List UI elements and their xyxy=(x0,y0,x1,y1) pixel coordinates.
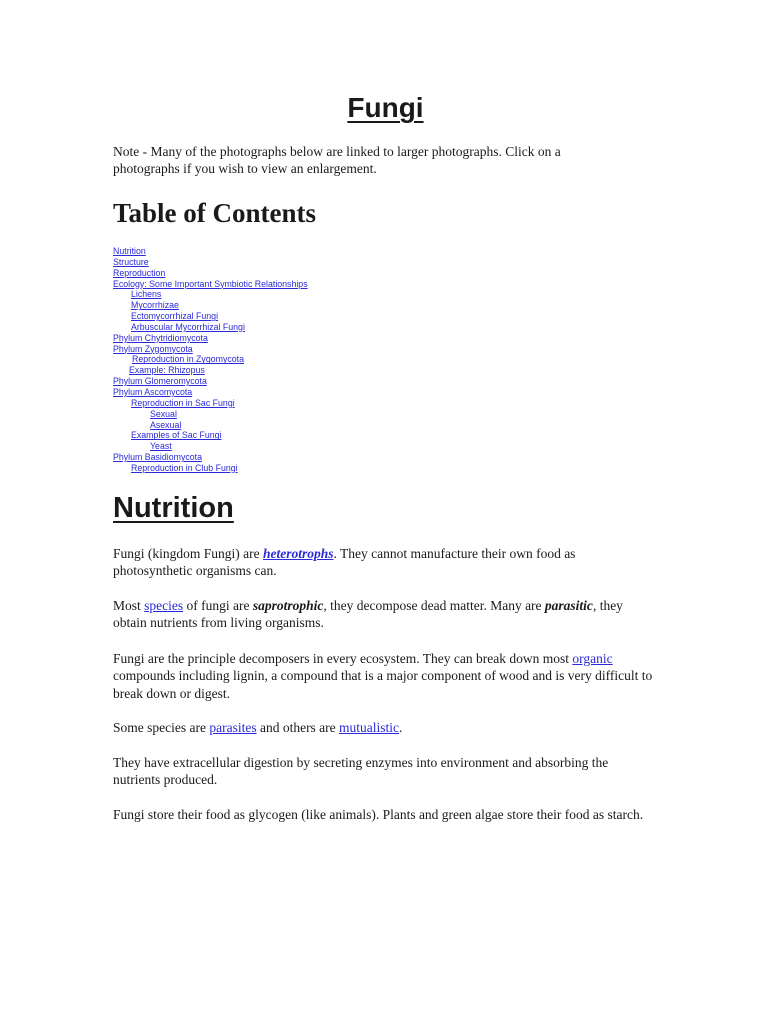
mutualistic-link[interactable]: mutualistic xyxy=(339,720,400,735)
toc-link-rhizopus[interactable]: Example: Rhizopus xyxy=(129,365,205,376)
species-link[interactable]: species xyxy=(144,598,184,613)
toc-link-asexual[interactable]: Asexual xyxy=(150,419,182,430)
page-title: Fungi xyxy=(347,92,424,123)
toc-item xyxy=(113,344,308,355)
organic-link[interactable]: organic xyxy=(572,651,613,666)
toc-link-yeast[interactable]: Yeast xyxy=(150,441,172,452)
toc-link-nutrition[interactable]: Nutrition xyxy=(113,246,146,256)
toc-item xyxy=(113,268,308,279)
toc-link-reproduction[interactable]: Reproduction xyxy=(113,267,166,278)
toc-link-basidiomycota[interactable]: Phylum Basidiomycota xyxy=(113,452,202,463)
toc-link-reproduction-sac[interactable]: Reproduction in Sac Fungi xyxy=(131,397,235,408)
toc-item xyxy=(113,311,308,322)
toc-item xyxy=(113,398,308,409)
toc-link-ecology[interactable]: Ecology: Some Important Symbiotic Relationships xyxy=(113,278,308,289)
toc-item xyxy=(113,409,308,420)
toc-item xyxy=(113,441,308,452)
toc-link-ascomycota[interactable]: Phylum Ascomycota xyxy=(113,386,193,397)
toc-item xyxy=(113,452,308,463)
toc-item xyxy=(113,365,308,376)
nutrition-paragraph-4: Some species are parasites and others are mutualistic. xyxy=(113,720,403,735)
toc-link-lichens[interactable]: Lichens xyxy=(131,289,162,300)
heterotrophs-link[interactable]: heterotrophs xyxy=(263,546,334,561)
toc-item xyxy=(113,322,308,333)
toc-link-arbuscular[interactable]: Arbuscular Mycorrhizal Fungi xyxy=(131,321,245,332)
toc-item xyxy=(113,300,308,311)
toc-item xyxy=(113,354,308,365)
parasitic-term: parasitic xyxy=(544,598,593,613)
toc-item xyxy=(113,289,308,300)
toc-item xyxy=(113,420,308,431)
toc-item xyxy=(113,430,308,441)
parasites-link[interactable]: parasites xyxy=(209,720,257,735)
note-text: Note - Many of the photographs below are linked to larger photographs. Click on a photographs if you wish to view an enlargement. xyxy=(113,144,561,176)
toc-item xyxy=(113,279,308,290)
nutrition-paragraph-1: Fungi (kingdom Fungi) are heterotrophs. They cannot manufacture their own food as photosynthetic organisms can. xyxy=(113,546,576,579)
toc-link-structure[interactable]: Structure xyxy=(113,256,149,267)
toc-item xyxy=(113,463,308,474)
saprotrophic-term: saprotrophic xyxy=(252,598,324,613)
toc-item xyxy=(113,333,308,344)
toc-item xyxy=(113,257,308,268)
nutrition-paragraph-6: Fungi store their food as glycogen (like animals). Plants and green algae store their food as starch. xyxy=(113,807,644,822)
toc-link-examples-sac[interactable]: Examples of Sac Fungi xyxy=(131,430,222,441)
toc-item xyxy=(113,376,308,387)
toc-link-reproduction-club[interactable]: Reproduction in Club Fungi xyxy=(131,462,238,473)
toc-link-mycorrhizae[interactable]: Mycorrhizae xyxy=(131,300,179,311)
toc-link-reproduction-zygomycota[interactable]: Reproduction in Zygomycota xyxy=(132,354,244,365)
toc-item xyxy=(113,387,308,398)
toc-link-sexual[interactable]: Sexual xyxy=(150,408,177,419)
toc-item xyxy=(113,246,308,257)
nutrition-paragraph-5: They have extracellular digestion by secreting enzymes into environment and absorbing the nutrients produced. xyxy=(113,755,609,788)
toc-link-chytridiomycota[interactable]: Phylum Chytridiomycota xyxy=(113,332,208,343)
toc-heading: Table of Contents xyxy=(113,198,317,228)
toc-link-ectomycorrhizal[interactable]: Ectomycorrhizal Fungi xyxy=(131,311,219,322)
nutrition-paragraph-2: Most species of fungi are saprotrophic, they decompose dead matter. Many are parasitic, they obtain nutrients from living organisms. xyxy=(113,598,623,631)
table-of-contents xyxy=(113,246,308,474)
toc-link-zygomycota[interactable]: Phylum Zygomycota xyxy=(113,343,193,354)
nutrition-paragraph-3: Fungi are the principle decomposers in every ecosystem. They can break down most organic compounds including lignin, a compound that is a major component of wood and is very difficult to break down or digest. xyxy=(113,651,653,701)
nutrition-heading: Nutrition xyxy=(113,492,234,524)
toc-link-glomeromycota[interactable]: Phylum Glomeromycota xyxy=(113,376,207,387)
